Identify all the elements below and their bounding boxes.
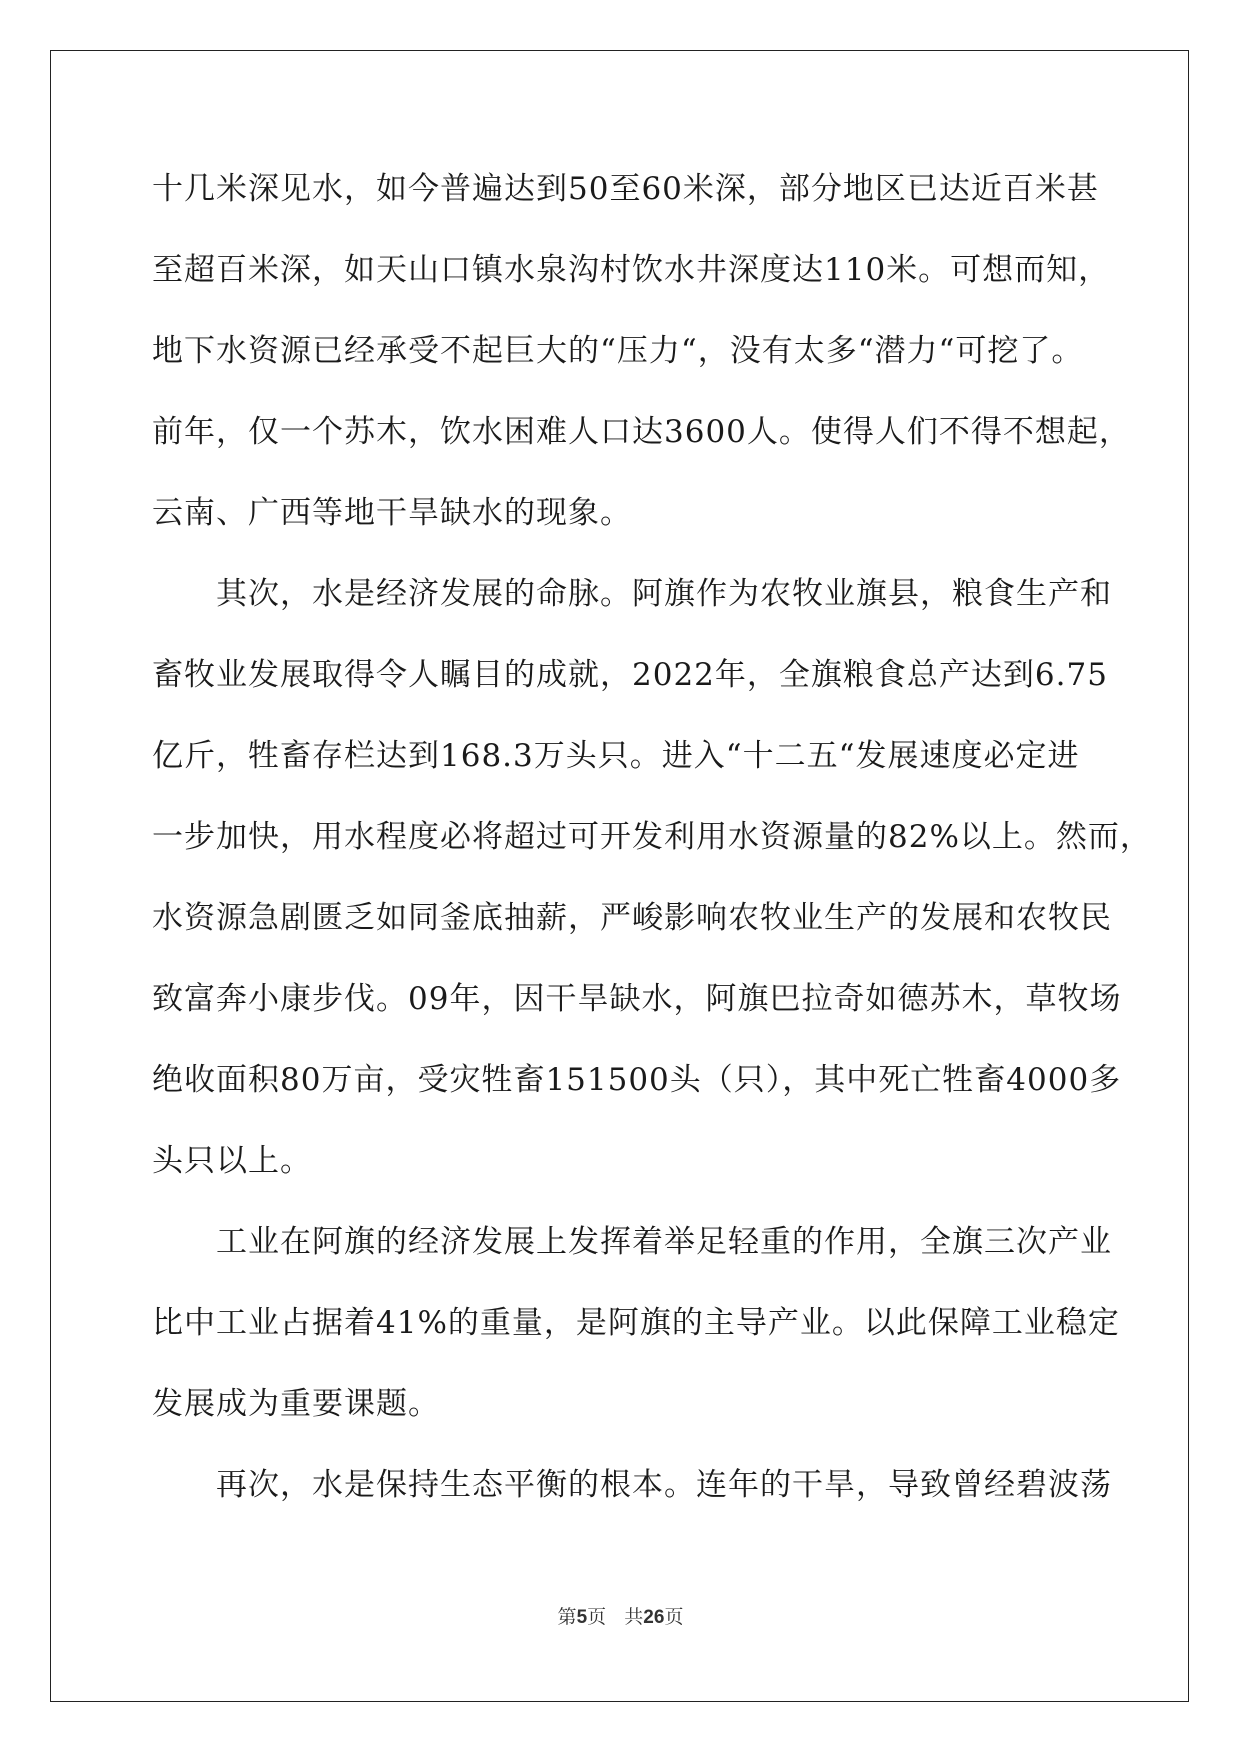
footer-total-suffix: 页 xyxy=(664,1606,684,1628)
footer-page-suffix: 页 xyxy=(587,1606,607,1628)
page-footer xyxy=(0,1602,1241,1629)
text-line: 地下水资源已经承受不起巨大的“压力“，没有太多“潜力“可挖了。 xyxy=(152,333,1084,369)
text-line: 云南、广西等地干旱缺水的现象。 xyxy=(152,495,632,531)
footer-prefix: 第 xyxy=(557,1606,577,1628)
text-line: 其次，水是经济发展的命脉。阿旗作为农牧业旗县，粮食生产和 xyxy=(152,576,1112,612)
text-line: 工业在阿旗的经济发展上发挥着举足轻重的作用，全旗三次产业 xyxy=(152,1224,1112,1260)
text-line: 头只以上。 xyxy=(152,1143,312,1179)
text-line: 一步加快，用水程度必将超过可开发利用水资源量的82%以上。然而， xyxy=(152,819,1152,855)
text-line: 畜牧业发展取得令人瞩目的成就，2022年，全旗粮食总产达到6.75 xyxy=(152,657,1108,693)
text-line: 前年，仅一个苏木，饮水困难人口达3600人。使得人们不得不想起， xyxy=(152,414,1131,450)
text-line: 绝收面积80万亩，受灾牲畜151500头（只），其中死亡牲畜4000多 xyxy=(152,1062,1122,1098)
text-line: 十几米深见水，如今普遍达到50至60米深，部分地区已达近百米甚 xyxy=(152,171,1099,207)
footer-total-prefix: 共 xyxy=(624,1606,644,1628)
text-line: 亿斤，牲畜存栏达到168.3万头只。进入“十二五“发展速度必定进 xyxy=(152,738,1080,774)
text-line: 致富奔小康步伐。09年，因干旱缺水，阿旗巴拉奇如德苏木，草牧场 xyxy=(152,981,1122,1017)
text-line: 发展成为重要课题。 xyxy=(152,1386,440,1422)
page-number: 5 xyxy=(576,1607,588,1628)
text-line: 至超百米深，如天山口镇水泉沟村饮水井深度达110米。可想而知， xyxy=(152,252,1111,288)
text-line: 再次，水是保持生态平衡的根本。连年的干旱，导致曾经碧波荡 xyxy=(152,1467,1112,1503)
text-line: 水资源急剧匮乏如同釜底抽薪，严峻影响农牧业生产的发展和农牧民 xyxy=(152,900,1112,936)
document-body xyxy=(152,166,1152,1543)
page-total: 26 xyxy=(643,1607,665,1628)
text-line: 比中工业占据着41%的重量，是阿旗的主导产业。以此保障工业稳定 xyxy=(152,1305,1120,1341)
